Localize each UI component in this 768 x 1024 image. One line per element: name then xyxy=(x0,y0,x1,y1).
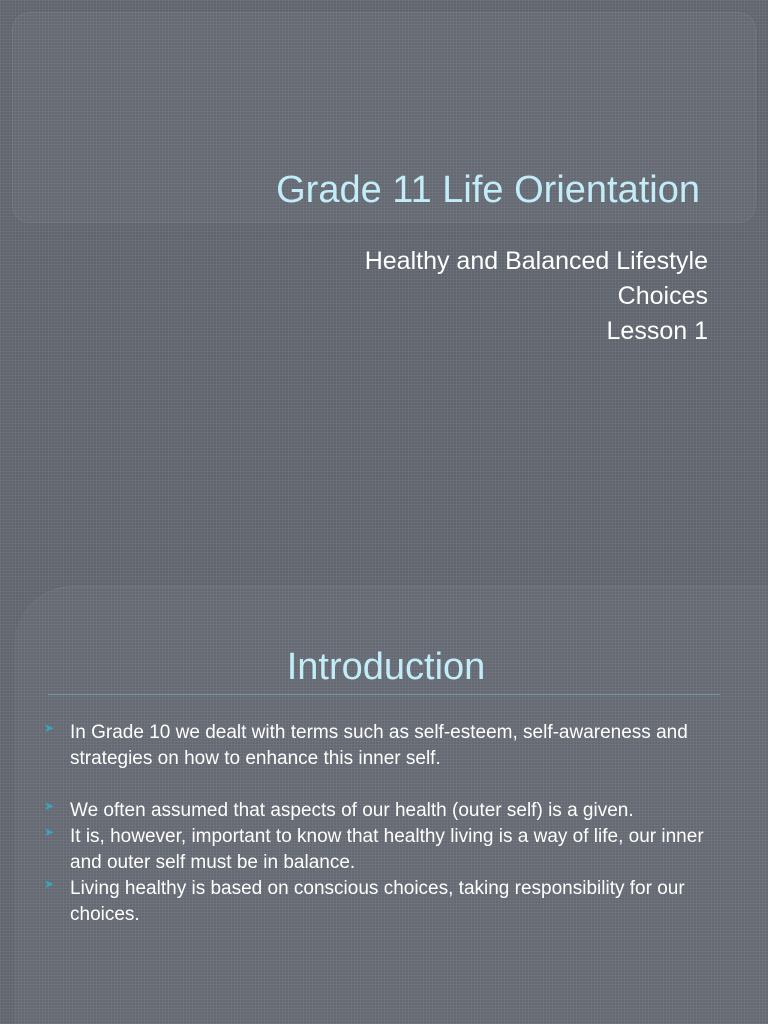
subtitle-line: Healthy and Balanced Lifestyle xyxy=(364,247,708,275)
bullet-icon: ➤ xyxy=(44,799,55,813)
slide-title: Grade 11 Life Orientation xyxy=(276,169,700,211)
bullet-text: In Grade 10 we dealt with terms such as self-esteem, self-awareness and strategies on how to enhance this inner self. xyxy=(70,722,688,769)
subtitle-line: Choices xyxy=(617,282,708,310)
bullet-item xyxy=(44,720,724,772)
bullet-item xyxy=(44,876,724,928)
bullet-item xyxy=(44,798,724,824)
bullet-icon: ➤ xyxy=(44,721,55,735)
bullet-text: Living healthy is based on conscious choices, taking responsibility for our choices. xyxy=(70,878,685,925)
heading-divider xyxy=(48,694,720,695)
bullet-text: It is, however, important to know that healthy living is a way of life, our inner and outer self must be in balance. xyxy=(70,826,704,873)
subtitle-line: Lesson 1 xyxy=(606,317,708,345)
slide-subtitle xyxy=(188,244,708,349)
section-heading: Introduction xyxy=(286,646,486,688)
bullet-icon: ➤ xyxy=(44,877,55,891)
bullet-item xyxy=(44,824,724,876)
bullet-list xyxy=(44,720,724,928)
bullet-text: We often assumed that aspects of our health (outer self) is a given. xyxy=(70,800,634,821)
bullet-icon: ➤ xyxy=(44,825,55,839)
